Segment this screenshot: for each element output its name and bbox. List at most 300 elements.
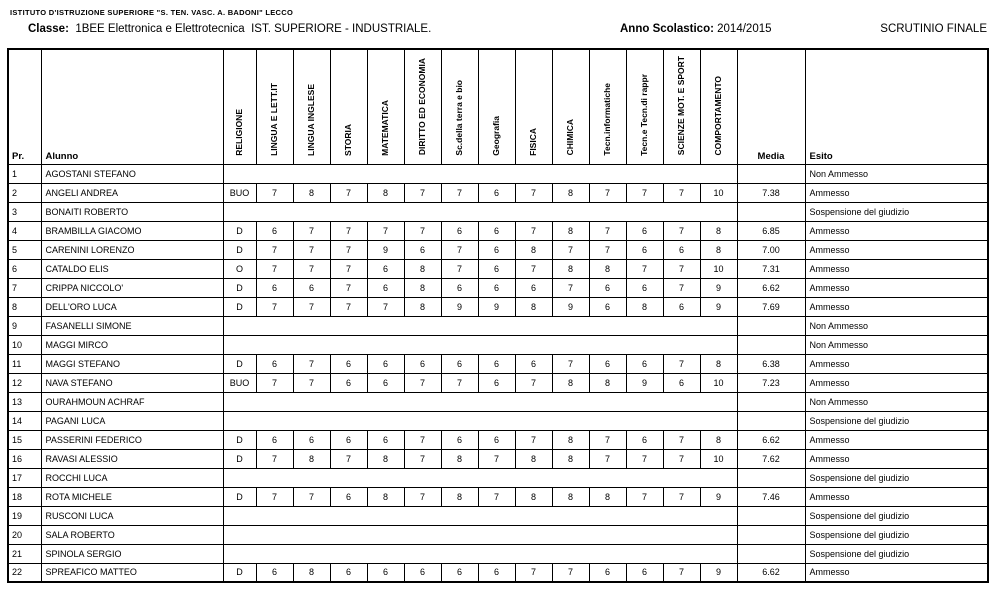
grade-cell: 7 [626, 449, 663, 468]
alunno-cell: NAVA STEFANO [41, 373, 223, 392]
grade-cell: O [223, 259, 256, 278]
grade-cell: 7 [663, 259, 700, 278]
grade-cell: 6 [367, 430, 404, 449]
class-label: Classe: [28, 23, 69, 35]
grades-empty-cell [223, 525, 737, 544]
media-cell: 7.00 [737, 240, 805, 259]
grade-cell: 8 [515, 240, 552, 259]
grade-cell: 6 [367, 563, 404, 582]
grade-cell: 7 [293, 240, 330, 259]
pr-cell: 18 [8, 487, 41, 506]
class-info [28, 23, 431, 35]
grade-cell: 7 [330, 221, 367, 240]
media-cell [737, 468, 805, 487]
esito-cell: Sospensione del giudizio [805, 544, 988, 563]
media-cell [737, 392, 805, 411]
alunno-cell: ROCCHI LUCA [41, 468, 223, 487]
grade-cell: 7 [515, 563, 552, 582]
grade-cell: BUO [223, 183, 256, 202]
col-header-geografia: Geografia [478, 49, 515, 164]
grade-cell: BUO [223, 373, 256, 392]
grade-cell: 8 [404, 278, 441, 297]
alunno-cell: ROTA MICHELE [41, 487, 223, 506]
grade-cell: 6 [478, 259, 515, 278]
esito-cell: Sospensione del giudizio [805, 468, 988, 487]
grade-cell: D [223, 240, 256, 259]
esito-cell: Non Ammesso [805, 392, 988, 411]
grade-cell: 6 [367, 373, 404, 392]
grade-cell: 8 [515, 487, 552, 506]
table-row [8, 335, 988, 354]
grades-empty-cell [223, 411, 737, 430]
grade-cell: 8 [552, 221, 589, 240]
grade-cell: 7 [256, 240, 293, 259]
media-cell: 7.62 [737, 449, 805, 468]
grade-cell: 7 [589, 221, 626, 240]
media-cell: 7.31 [737, 259, 805, 278]
esito-cell: Ammesso [805, 430, 988, 449]
grades-empty-cell [223, 506, 737, 525]
table-row [8, 278, 988, 297]
grade-cell: 8 [626, 297, 663, 316]
grade-cell: 6 [626, 240, 663, 259]
grade-cell: 7 [330, 183, 367, 202]
grade-cell: 6 [663, 373, 700, 392]
grade-cell: 7 [293, 354, 330, 373]
esito-cell: Ammesso [805, 240, 988, 259]
grade-cell: 6 [515, 278, 552, 297]
class-value: 1BEE Elettronica e Elettrotecnica IST. SUPERIORE - INDUSTRIALE. [75, 23, 432, 35]
grade-cell: 6 [293, 278, 330, 297]
grade-cell: 7 [404, 430, 441, 449]
grade-cell: 8 [552, 487, 589, 506]
table-row [8, 297, 988, 316]
grade-cell: 6 [589, 354, 626, 373]
grade-cell: 7 [367, 221, 404, 240]
col-header-storia: STORIA [330, 49, 367, 164]
esito-cell: Ammesso [805, 449, 988, 468]
alunno-cell: PASSERINI FEDERICO [41, 430, 223, 449]
grade-cell: 8 [552, 259, 589, 278]
col-header-chimica: CHIMICA [552, 49, 589, 164]
grade-cell: 8 [552, 183, 589, 202]
header-row [8, 49, 988, 164]
pr-cell: 8 [8, 297, 41, 316]
grade-cell: 7 [663, 430, 700, 449]
col-header-comportamento: COMPORTAMENTO [700, 49, 737, 164]
grade-cell: 6 [626, 354, 663, 373]
grade-cell: 8 [552, 449, 589, 468]
grade-cell: 9 [700, 278, 737, 297]
grade-cell: 7 [589, 430, 626, 449]
grades-empty-cell [223, 544, 737, 563]
grade-cell: 8 [293, 449, 330, 468]
pr-cell: 5 [8, 240, 41, 259]
grade-cell: 7 [552, 354, 589, 373]
media-cell: 6.62 [737, 563, 805, 582]
grade-cell: 7 [663, 449, 700, 468]
grade-cell: 7 [589, 449, 626, 468]
grade-cell: 6 [330, 563, 367, 582]
grade-cell: 7 [663, 487, 700, 506]
grade-cell: 6 [256, 563, 293, 582]
grade-cell: 7 [293, 221, 330, 240]
table-row [8, 544, 988, 563]
grade-cell: 7 [256, 487, 293, 506]
media-cell: 6.62 [737, 278, 805, 297]
grade-cell: 6 [478, 563, 515, 582]
pr-cell: 10 [8, 335, 41, 354]
grade-cell: 9 [441, 297, 478, 316]
grades-empty-cell [223, 392, 737, 411]
media-cell [737, 316, 805, 335]
pr-cell: 6 [8, 259, 41, 278]
grade-cell: 8 [589, 373, 626, 392]
grade-cell: 7 [330, 278, 367, 297]
col-header-scienze-motorie: SCIENZE MOT. E SPORT [663, 49, 700, 164]
grade-cell: 6 [404, 563, 441, 582]
grade-cell: D [223, 221, 256, 240]
grade-cell: 7 [441, 259, 478, 278]
pr-cell: 17 [8, 468, 41, 487]
grade-cell: 8 [367, 183, 404, 202]
media-cell [737, 202, 805, 221]
alunno-cell: DELL'ORO LUCA [41, 297, 223, 316]
table-row [8, 240, 988, 259]
table-row [8, 449, 988, 468]
col-header-pr: Pr. [8, 49, 41, 164]
table-row [8, 525, 988, 544]
grade-cell: 6 [256, 221, 293, 240]
grade-cell: 7 [441, 373, 478, 392]
grade-cell: 8 [367, 449, 404, 468]
grade-cell: 6 [663, 297, 700, 316]
grade-cell: 6 [663, 240, 700, 259]
grade-cell: 7 [515, 373, 552, 392]
esito-cell: Sospensione del giudizio [805, 202, 988, 221]
pr-cell: 2 [8, 183, 41, 202]
col-header-tecn-informatiche: Tecn.informatiche [589, 49, 626, 164]
alunno-cell: RUSCONI LUCA [41, 506, 223, 525]
grade-cell: 8 [700, 430, 737, 449]
grade-cell: 7 [256, 183, 293, 202]
grade-cell: 8 [441, 449, 478, 468]
grade-cell: 7 [441, 240, 478, 259]
pr-cell: 21 [8, 544, 41, 563]
grade-cell: 10 [700, 449, 737, 468]
alunno-cell: CATALDO ELIS [41, 259, 223, 278]
col-header-matematica: MATEMATICA [367, 49, 404, 164]
esito-cell: Ammesso [805, 373, 988, 392]
pr-cell: 22 [8, 563, 41, 582]
esito-cell: Non Ammesso [805, 316, 988, 335]
table-row [8, 316, 988, 335]
grade-cell: 7 [256, 449, 293, 468]
grade-cell: 7 [404, 183, 441, 202]
grade-cell: 6 [626, 563, 663, 582]
grade-cell: 6 [478, 278, 515, 297]
table-row [8, 563, 988, 582]
grade-cell: 6 [626, 221, 663, 240]
document-header [0, 0, 996, 45]
pr-cell: 16 [8, 449, 41, 468]
grades-empty-cell [223, 335, 737, 354]
grade-cell: 6 [256, 354, 293, 373]
grade-cell: 6 [367, 278, 404, 297]
table-row [8, 487, 988, 506]
table-row [8, 259, 988, 278]
media-cell [737, 525, 805, 544]
grade-cell: 7 [552, 563, 589, 582]
grade-cell: 7 [515, 259, 552, 278]
grade-cell: 6 [330, 373, 367, 392]
media-cell: 7.69 [737, 297, 805, 316]
grade-cell: 6 [589, 563, 626, 582]
grade-cell: D [223, 354, 256, 373]
pr-cell: 12 [8, 373, 41, 392]
media-cell [737, 164, 805, 183]
alunno-cell: MAGGI MIRCO [41, 335, 223, 354]
pr-cell: 19 [8, 506, 41, 525]
table-row [8, 411, 988, 430]
school-year-value: 2014/2015 [717, 23, 772, 35]
grade-cell: 7 [663, 221, 700, 240]
grade-cell: 8 [589, 259, 626, 278]
grade-cell: 7 [330, 449, 367, 468]
grade-cell: D [223, 563, 256, 582]
media-cell: 7.23 [737, 373, 805, 392]
esito-cell: Ammesso [805, 563, 988, 582]
grade-cell: 7 [515, 221, 552, 240]
grade-cell: 8 [404, 297, 441, 316]
table-row [8, 392, 988, 411]
grade-cell: D [223, 430, 256, 449]
media-cell: 6.85 [737, 221, 805, 240]
pr-cell: 20 [8, 525, 41, 544]
grade-cell: 6 [515, 354, 552, 373]
grade-cell: 7 [256, 373, 293, 392]
grade-cell: 7 [589, 183, 626, 202]
grade-cell: 9 [700, 487, 737, 506]
school-year-info [620, 23, 772, 35]
grade-cell: 8 [552, 373, 589, 392]
grade-cell: 6 [404, 240, 441, 259]
pr-cell: 7 [8, 278, 41, 297]
col-header-religione: RELIGIONE [223, 49, 256, 164]
table-row [8, 430, 988, 449]
grade-cell: 7 [478, 487, 515, 506]
grade-cell: 7 [404, 449, 441, 468]
alunno-cell: SPINOLA SERGIO [41, 544, 223, 563]
institute-name: ISTITUTO D'ISTRUZIONE SUPERIORE "S. TEN. VASC. A. BADONI" LECCO [10, 8, 294, 17]
grade-cell: 7 [478, 449, 515, 468]
grade-cell: 8 [293, 563, 330, 582]
pr-cell: 3 [8, 202, 41, 221]
grade-cell: 7 [330, 259, 367, 278]
student-rows [8, 164, 988, 582]
grade-cell: 7 [293, 373, 330, 392]
grades-empty-cell [223, 316, 737, 335]
grade-cell: 6 [441, 278, 478, 297]
grade-cell: 8 [589, 487, 626, 506]
grade-cell: D [223, 278, 256, 297]
esito-cell: Non Ammesso [805, 164, 988, 183]
grade-cell: 6 [626, 278, 663, 297]
grade-cell: 8 [441, 487, 478, 506]
esito-cell: Non Ammesso [805, 335, 988, 354]
media-cell [737, 335, 805, 354]
grades-empty-cell [223, 164, 737, 183]
col-header-media: Media [737, 49, 805, 164]
esito-cell: Sospensione del giudizio [805, 506, 988, 525]
grade-cell: 7 [441, 183, 478, 202]
grade-cell: 6 [441, 563, 478, 582]
grade-cell: 6 [441, 354, 478, 373]
grade-cell: 7 [330, 297, 367, 316]
grade-cell: 6 [330, 430, 367, 449]
col-header-fisica: FISICA [515, 49, 552, 164]
grade-cell: 7 [293, 259, 330, 278]
col-header-esito: Esito [805, 49, 988, 164]
grade-cell: 8 [367, 487, 404, 506]
grade-cell: 9 [700, 297, 737, 316]
grade-cell: 6 [626, 430, 663, 449]
media-cell: 7.46 [737, 487, 805, 506]
pr-cell: 14 [8, 411, 41, 430]
grade-cell: 6 [441, 430, 478, 449]
col-header-lingua-lett-it: LINGUA E LETT.IT [256, 49, 293, 164]
grades-empty-cell [223, 468, 737, 487]
school-year-label: Anno Scolastico: [620, 23, 714, 35]
grade-cell: 8 [700, 240, 737, 259]
table-row [8, 354, 988, 373]
table-row [8, 164, 988, 183]
alunno-cell: MAGGI STEFANO [41, 354, 223, 373]
pr-cell: 13 [8, 392, 41, 411]
table-row [8, 183, 988, 202]
alunno-cell: BONAITI ROBERTO [41, 202, 223, 221]
grade-cell: D [223, 449, 256, 468]
grade-cell: 6 [478, 354, 515, 373]
alunno-cell: CRIPPA NICCOLO' [41, 278, 223, 297]
alunno-cell: RAVASI ALESSIO [41, 449, 223, 468]
col-header-diritto-ed-economia: DIRITTO ED ECONOMIA [404, 49, 441, 164]
grade-cell: 10 [700, 183, 737, 202]
media-cell: 6.62 [737, 430, 805, 449]
grade-cell: 7 [404, 221, 441, 240]
esito-cell: Ammesso [805, 354, 988, 373]
grade-cell: 7 [552, 278, 589, 297]
grade-cell: 7 [589, 240, 626, 259]
media-cell: 7.38 [737, 183, 805, 202]
col-header-tecn-rappr: Tecn.e Tecn.di rappr [626, 49, 663, 164]
grade-cell: D [223, 487, 256, 506]
grade-cell: 7 [515, 430, 552, 449]
grades-empty-cell [223, 202, 737, 221]
col-header-alunno: Alunno [41, 49, 223, 164]
grade-cell: 6 [478, 183, 515, 202]
grade-cell: 6 [478, 240, 515, 259]
grade-cell: 7 [626, 183, 663, 202]
grade-cell: 8 [515, 297, 552, 316]
alunno-cell: FASANELLI SIMONE [41, 316, 223, 335]
grade-cell: 8 [700, 221, 737, 240]
media-cell [737, 411, 805, 430]
grade-cell: 7 [663, 278, 700, 297]
pr-cell: 15 [8, 430, 41, 449]
media-cell [737, 544, 805, 563]
grade-cell: 7 [552, 240, 589, 259]
scrutinio-finale-title: SCRUTINIO FINALE [880, 23, 987, 35]
alunno-cell: OURAHMOUN ACHRAF [41, 392, 223, 411]
esito-cell: Ammesso [805, 278, 988, 297]
pr-cell: 9 [8, 316, 41, 335]
grade-cell: 10 [700, 259, 737, 278]
esito-cell: Ammesso [805, 259, 988, 278]
esito-cell: Ammesso [805, 487, 988, 506]
grade-cell: 6 [256, 430, 293, 449]
grades-table [7, 48, 989, 583]
grade-cell: 6 [256, 278, 293, 297]
grade-cell: 6 [293, 430, 330, 449]
grade-cell: 7 [663, 183, 700, 202]
alunno-cell: SPREAFICO MATTEO [41, 563, 223, 582]
table-row [8, 373, 988, 392]
grade-cell: 9 [367, 240, 404, 259]
grade-cell: 7 [293, 487, 330, 506]
grade-cell: 6 [478, 221, 515, 240]
alunno-cell: BRAMBILLA GIACOMO [41, 221, 223, 240]
grade-cell: 9 [700, 563, 737, 582]
grade-cell: 7 [404, 373, 441, 392]
pr-cell: 4 [8, 221, 41, 240]
grade-cell: 7 [626, 259, 663, 278]
grade-cell: 8 [552, 430, 589, 449]
alunno-cell: ANGELI ANDREA [41, 183, 223, 202]
alunno-cell: SALA ROBERTO [41, 525, 223, 544]
grade-cell: 6 [589, 297, 626, 316]
grade-cell: 7 [663, 354, 700, 373]
grade-cell: 6 [404, 354, 441, 373]
grade-cell: 9 [552, 297, 589, 316]
alunno-cell: CARENINI LORENZO [41, 240, 223, 259]
grade-cell: 6 [478, 373, 515, 392]
grade-cell: 6 [330, 354, 367, 373]
esito-cell: Ammesso [805, 297, 988, 316]
grade-cell: 7 [626, 487, 663, 506]
pr-cell: 1 [8, 164, 41, 183]
subheader-row [0, 21, 996, 45]
col-header-lingua-inglese: LINGUA INGLESE [293, 49, 330, 164]
grade-cell: 6 [367, 259, 404, 278]
col-header-scienze-terra-bio: Sc.della terra e bio [441, 49, 478, 164]
media-cell [737, 506, 805, 525]
grade-cell: 8 [404, 259, 441, 278]
grade-cell: 9 [478, 297, 515, 316]
grade-cell: 7 [293, 297, 330, 316]
grade-cell: 6 [367, 354, 404, 373]
pr-cell: 11 [8, 354, 41, 373]
grade-cell: D [223, 297, 256, 316]
esito-cell: Sospensione del giudizio [805, 525, 988, 544]
esito-cell: Ammesso [805, 221, 988, 240]
grade-cell: 7 [663, 563, 700, 582]
table-row [8, 468, 988, 487]
table-row [8, 202, 988, 221]
alunno-cell: AGOSTANI STEFANO [41, 164, 223, 183]
grade-cell: 6 [441, 221, 478, 240]
grade-cell: 6 [330, 487, 367, 506]
